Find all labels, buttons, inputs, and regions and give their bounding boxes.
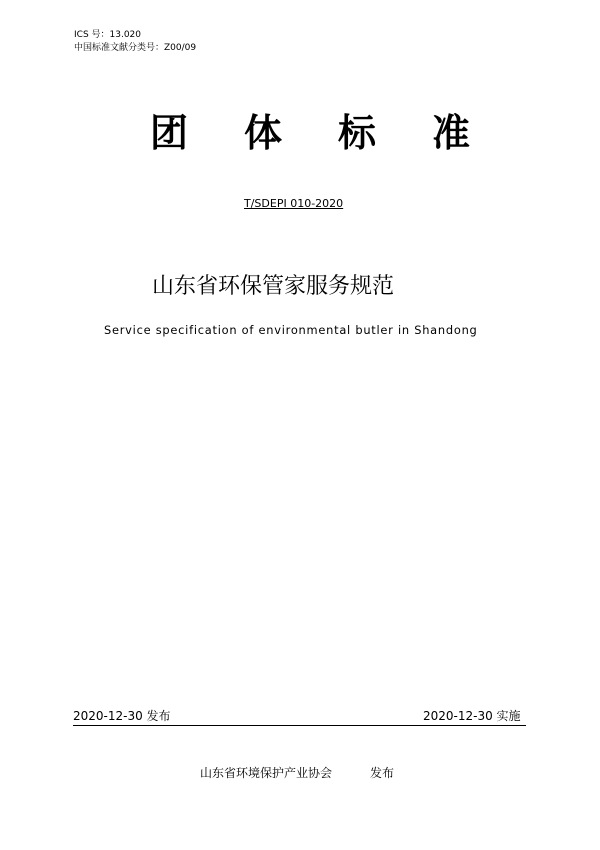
publisher-action: 发布 (370, 766, 395, 780)
document-type-char: 准 (431, 111, 470, 155)
title-chinese: 山东省环保管家服务规范 (152, 274, 395, 299)
document-type-heading (150, 108, 470, 158)
document-type-char: 团 (150, 111, 189, 155)
ccs-classification-number: 中国标准文献分类号：Z00/09 (74, 43, 197, 53)
release-date: 2020-12-30 发布 (73, 709, 171, 723)
implementation-date: 2020-12-30 实施 (423, 709, 521, 723)
date-divider-line (73, 725, 526, 726)
title-english: Service specification of environmental butler in Shandong (104, 323, 478, 337)
ics-number: ICS 号：13.020 (74, 30, 142, 40)
document-type-char: 标 (337, 111, 376, 155)
document-type-char: 体 (243, 111, 282, 155)
standard-number: T/SDEPI 010-2020 (244, 197, 344, 210)
publisher-organization: 山东省环境保护产业协会 (200, 766, 333, 780)
publisher-line (200, 765, 394, 781)
